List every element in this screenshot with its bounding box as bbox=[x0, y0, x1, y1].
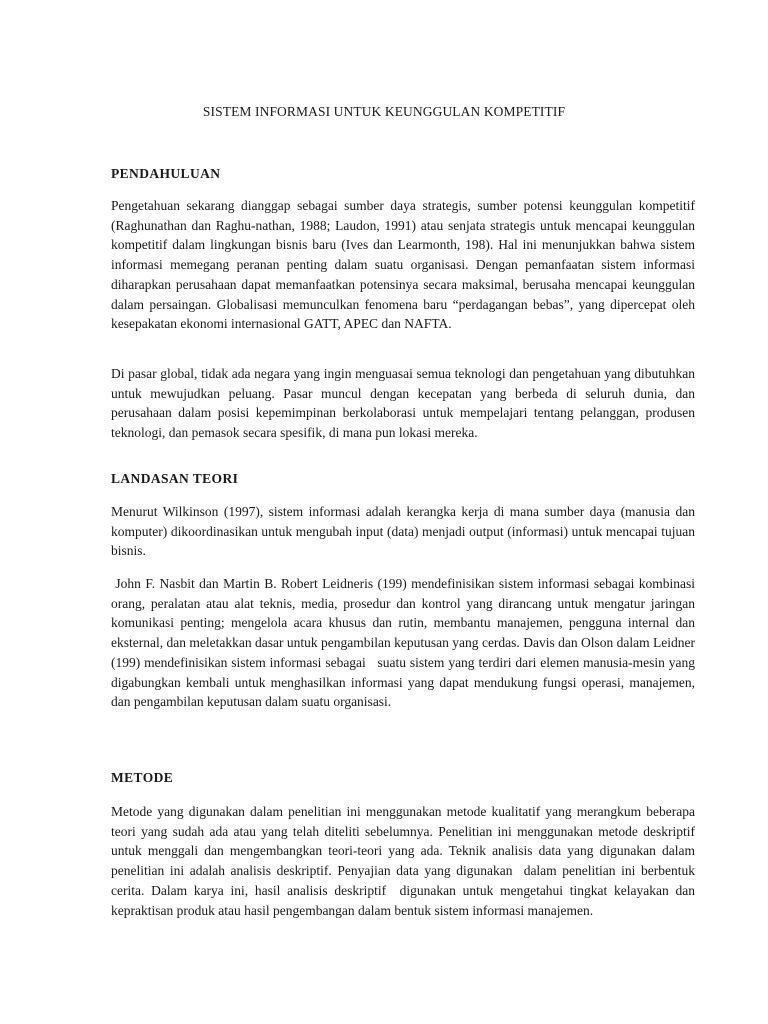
paragraph: John F. Nasbit dan Martin B. Robert Leidneris (199) mendefinisikan sistem informasi sebagai kombinasi orang, peralatan atau alat teknis, media, prosedur dan kontrol yang dirancang untuk mengatur jaringan komunikasi penting; mengelola acara khusus dan rutin, membantu manajemen, pengguna internal dan eksternal, dan meletakkan dasar untuk pengambilan keputusan yang cerdas. Davis dan Olson dalam Leidner (199) mendefinisikan sistem informasi sebagai suatu sistem yang terdiri dari elemen manusia-mesin yang digabungkan kembali untuk menghasilkan informasi yang dapat mendukung fungsi operasi, manajemen, dan pengambilan keputusan dalam suatu organisasi. bbox=[111, 576, 699, 710]
section-heading-metode: METODE bbox=[111, 770, 174, 785]
paragraph: Pengetahuan sekarang dianggap sebagai sumber daya strategis, sumber potensi keunggulan kompetitif (Raghunathan dan Raghu-nathan, 1988; Laudon, 1991) atau senjata strategis untuk mencapai keunggulan kompetitif dalam lingkungan bisnis baru (Ives dan Learmonth, 198). Hal ini menunjukkan bahwa sistem informasi memegang peranan penting dalam suatu organisasi. Dengan pemanfaatan sistem informasi diharapkan perusahaan dapat memanfaatkan potensinya secara maksimal, berusaha mencapai keunggulan dalam persaingan. Globalisasi memunculkan fenomena baru “perdagangan bebas”, yang dipercepat oleh kesepakatan ekonomi internasional GATT, APEC dan NAFTA. bbox=[111, 198, 695, 332]
paragraph: Metode yang digunakan dalam penelitian ini menggunakan metode kualitatif yang merangkum beberapa teori yang sudah ada atau yang telah diteliti sebelumnya. Penelitian ini menggunakan metode deskriptif untuk menggali dan mengembangkan teori-teori yang ada. Teknik analisis data yang digunakan dalam penelitian ini adalah analisis deskriptif. Penyajian data yang digunakan dalam penelitian ini berbentuk cerita. Dalam karya ini, hasil analisis deskriptif digunakan untuk mengetahui tingkat kelayakan dan kepraktisan produk atau hasil pengembangan dalam bentuk sistem informasi manajemen. bbox=[111, 804, 699, 918]
section-heading-landasan-teori: LANDASAN TEORI bbox=[111, 471, 239, 486]
paragraph: Di pasar global, tidak ada negara yang ingin menguasai semua teknologi dan pengetahuan yang dibutuhkan untuk mewujudkan peluang. Pasar muncul dengan kecepatan yang berbeda di seluruh dunia, dan perusahaan dalam posisi kepemimpinan berkolaborasi untuk mempelajari tentang pelanggan, produsen teknologi, dan pemasok secara spesifik, di mana pun lokasi mereka. bbox=[111, 366, 695, 441]
section-heading-pendahuluan: PENDAHULUAN bbox=[111, 166, 221, 181]
paragraph: Menurut Wilkinson (1997), sistem informasi adalah kerangka kerja di mana sumber daya (manusia dan komputer) dikoordinasikan untuk mengubah input (data) menjadi output (informasi) untuk mencapai tujuan bisnis. bbox=[111, 504, 695, 559]
document-title: SISTEM INFORMASI UNTUK KEUNGGULAN KOMPETITIF bbox=[202, 104, 566, 119]
